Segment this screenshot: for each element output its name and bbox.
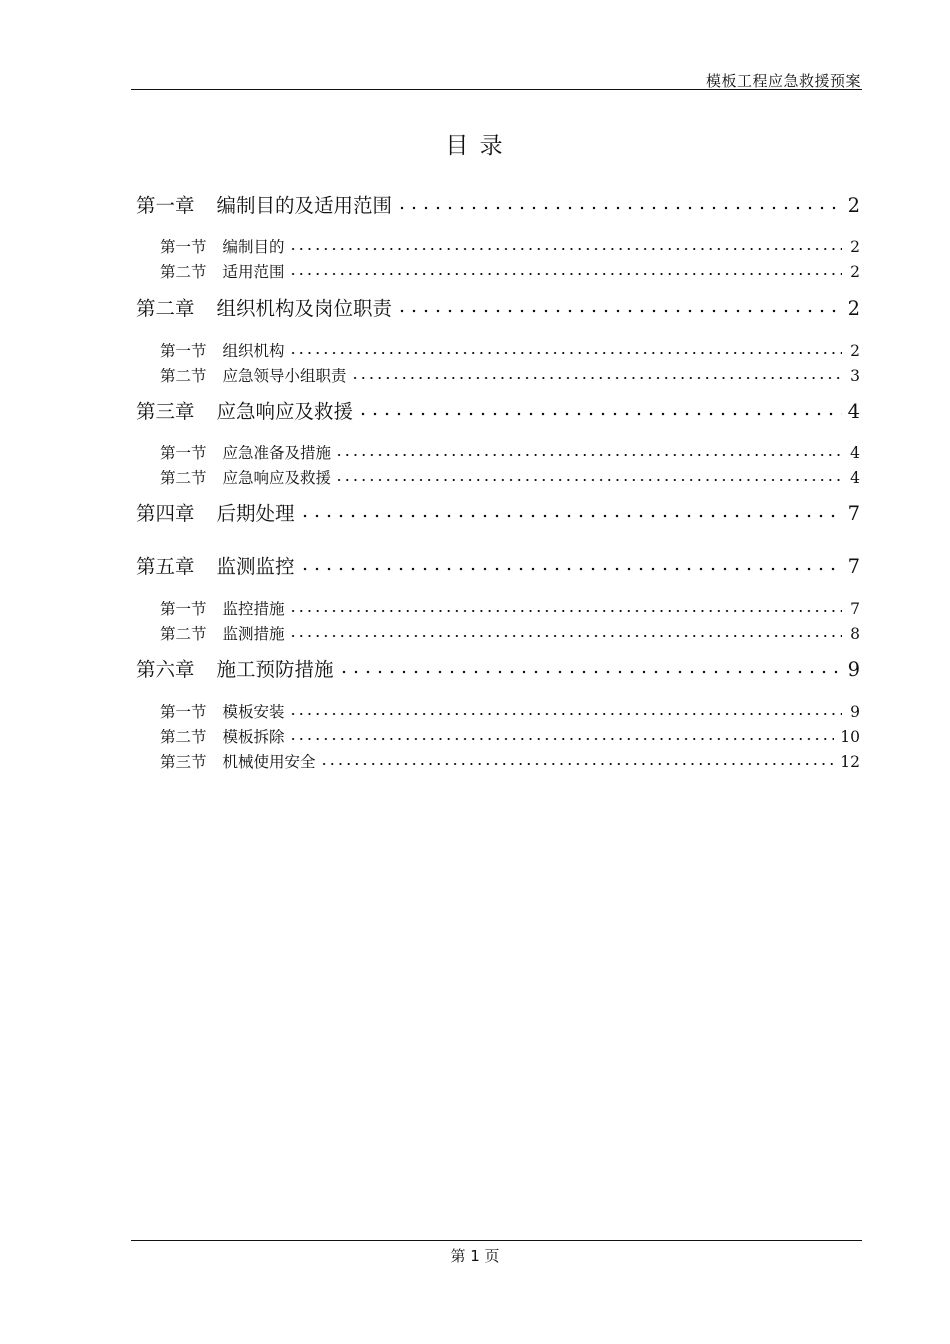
dot-leader <box>289 624 842 640</box>
section-title: 应急准备及措施 <box>222 444 332 462</box>
page-number: 10 <box>840 728 860 746</box>
chapter-number: 第五章 <box>136 555 195 578</box>
page-number: 2 <box>847 297 860 320</box>
page-number: 8 <box>850 625 860 643</box>
toc-section-6-3[interactable] <box>160 750 860 772</box>
section-title: 机械使用安全 <box>222 753 316 771</box>
page-number: 4 <box>847 400 860 423</box>
page-number: 2 <box>847 194 860 217</box>
dot-leader <box>289 727 835 743</box>
section-number: 第二节 <box>160 728 207 746</box>
toc-chapter-6[interactable] <box>136 654 860 682</box>
toc-section-6-2[interactable] <box>160 725 860 747</box>
dot-leader <box>289 341 842 357</box>
dot-leader <box>396 193 842 213</box>
toc-section-1-2[interactable] <box>160 260 860 282</box>
running-header: 模板工程应急救援预案 <box>705 72 861 90</box>
chapter-title: 监测监控 <box>216 555 295 578</box>
toc-section-5-2[interactable] <box>160 622 860 644</box>
toc-section-3-2[interactable] <box>160 466 860 488</box>
chapter-number: 第六章 <box>136 658 195 681</box>
toc-chapter-1[interactable] <box>136 190 860 218</box>
dot-leader <box>338 657 842 677</box>
dot-leader <box>289 262 842 278</box>
dot-leader <box>335 468 842 484</box>
section-number: 第一节 <box>160 703 207 721</box>
section-title: 应急响应及救援 <box>222 469 332 487</box>
dot-leader <box>289 237 842 253</box>
chapter-title: 应急响应及救援 <box>216 400 354 423</box>
dot-leader <box>299 554 842 574</box>
dot-leader <box>357 399 842 419</box>
section-number: 第一节 <box>160 444 207 462</box>
section-title: 编制目的 <box>222 238 285 256</box>
chapter-number: 第二章 <box>136 297 195 320</box>
page-number: 7 <box>850 600 860 618</box>
page-number: 12 <box>840 753 860 771</box>
toc-chapter-2[interactable] <box>136 293 860 321</box>
page-footer: 第 1 页 <box>450 1247 500 1265</box>
page-number: 4 <box>850 469 860 487</box>
toc-section-5-1[interactable] <box>160 597 860 619</box>
section-title: 模板安装 <box>222 703 285 721</box>
section-number: 第二节 <box>160 367 207 385</box>
chapter-number: 第一章 <box>136 194 195 217</box>
page-number: 9 <box>850 703 860 721</box>
section-number: 第二节 <box>160 263 207 281</box>
toc-section-1-1[interactable] <box>160 235 860 257</box>
toc-chapter-3[interactable] <box>136 396 860 424</box>
page-number: 4 <box>850 444 860 462</box>
dot-leader <box>289 599 842 615</box>
toc-section-6-1[interactable] <box>160 700 860 722</box>
chapter-title: 施工预防措施 <box>216 658 334 681</box>
page-number: 7 <box>847 555 860 578</box>
section-number: 第一节 <box>160 238 207 256</box>
section-title: 应急领导小组职责 <box>222 367 347 385</box>
toc-section-3-1[interactable] <box>160 441 860 463</box>
section-number: 第二节 <box>160 469 207 487</box>
dot-leader <box>320 752 835 768</box>
dot-leader <box>351 366 842 382</box>
toc-chapter-5[interactable] <box>136 551 860 579</box>
toc-section-2-2[interactable] <box>160 364 860 386</box>
dot-leader <box>396 296 842 316</box>
chapter-title: 组织机构及岗位职责 <box>216 297 393 320</box>
dot-leader <box>299 501 842 521</box>
section-title: 监控措施 <box>222 600 285 618</box>
chapter-number: 第三章 <box>136 400 195 423</box>
toc-title: 目 录 <box>445 133 505 159</box>
section-number: 第一节 <box>160 600 207 618</box>
toc-chapter-4[interactable] <box>136 498 860 526</box>
dot-leader <box>335 443 842 459</box>
dot-leader <box>289 702 842 718</box>
section-title: 适用范围 <box>222 263 285 281</box>
page-number: 7 <box>847 502 860 525</box>
section-number: 第三节 <box>160 753 207 771</box>
chapter-title: 编制目的及适用范围 <box>216 194 393 217</box>
toc-section-2-1[interactable] <box>160 339 860 361</box>
section-title: 组织机构 <box>222 342 285 360</box>
page-number: 2 <box>850 263 860 281</box>
section-title: 模板拆除 <box>222 728 285 746</box>
section-number: 第一节 <box>160 342 207 360</box>
section-title: 监测措施 <box>222 625 285 643</box>
page-number: 2 <box>850 342 860 360</box>
page-number: 2 <box>850 238 860 256</box>
page-number: 3 <box>850 367 860 385</box>
page-number: 9 <box>847 658 860 681</box>
chapter-title: 后期处理 <box>216 502 295 525</box>
chapter-number: 第四章 <box>136 502 195 525</box>
footer-rule <box>131 1240 862 1241</box>
section-number: 第二节 <box>160 625 207 643</box>
